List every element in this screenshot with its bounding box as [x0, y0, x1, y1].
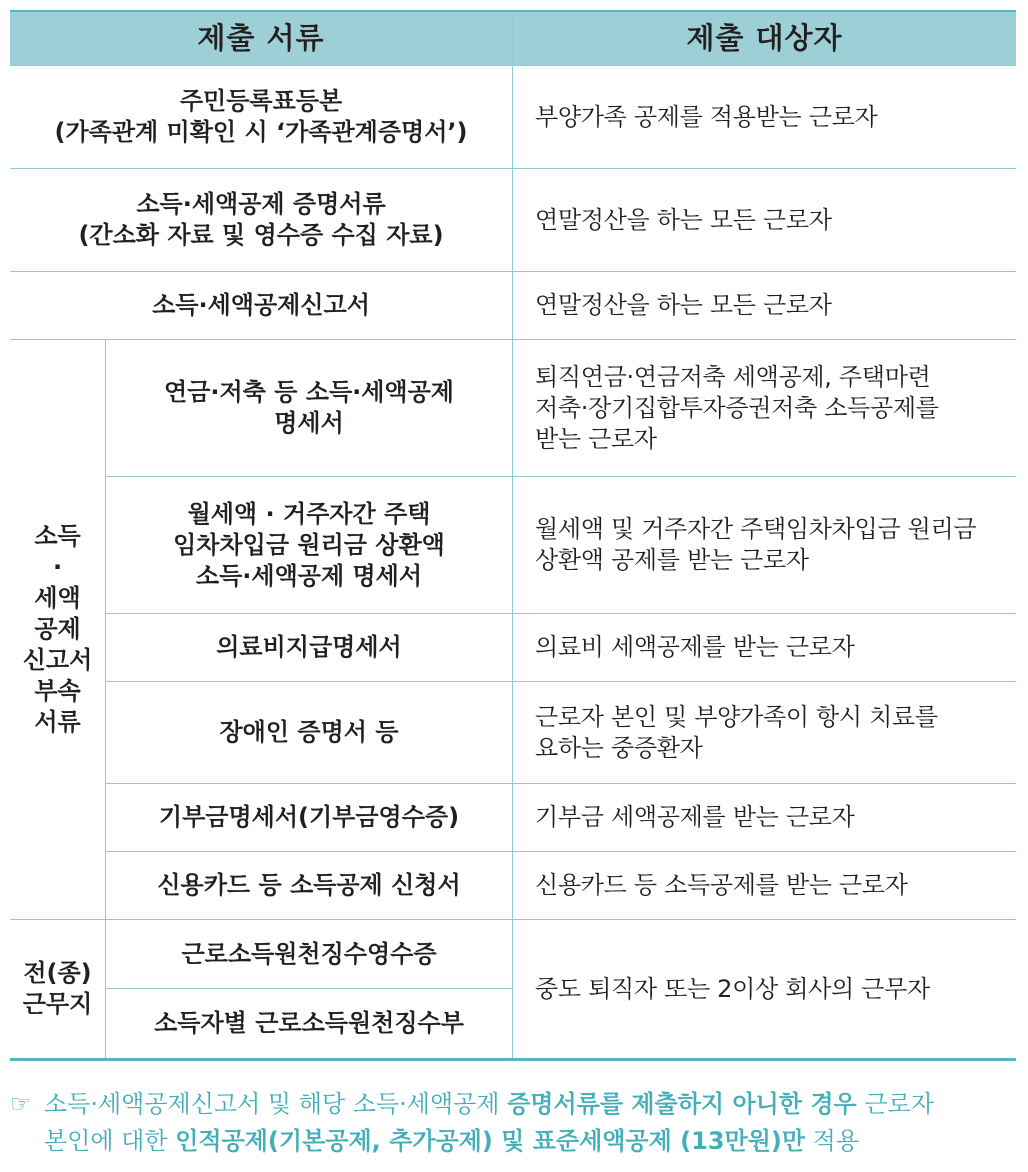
- doc-deduction-report: 소득·세액공제신고서: [10, 272, 513, 340]
- footnote-emphasis-1: 증명서류를 제출하지 아니한 경우: [507, 1090, 857, 1118]
- footnote-emphasis-2: 인적공제(기본공제, 추가공제) 및 표준세액공제 (13만원)만: [175, 1127, 806, 1155]
- doc-disability-certificate: 장애인 증명서 등: [106, 682, 513, 784]
- footnote-text-1: 소득·세액공제신고서 및 해당 소득·세액공제: [44, 1090, 508, 1118]
- target-all-workers-2: 연말정산을 하는 모든 근로자: [513, 272, 1016, 340]
- group-label-previous-workplace: 전(종) 근무지: [10, 920, 106, 1058]
- doc-resident-registration: 주민등록표등본 (가족관계 미확인 시 ‘가족관계증명서’): [10, 66, 513, 169]
- target-pension-savings: 퇴직연금·연금저축 세액공제, 주택마련 저축·장기집합투자증권저축 소득공제를 받는 근로자: [513, 340, 1016, 477]
- doc-pension-savings: 연금·저축 등 소득·세액공제 명세서: [106, 340, 513, 477]
- target-credit-card: 신용카드 등 소득공제를 받는 근로자: [513, 852, 1016, 920]
- doc-donations: 기부금명세서(기부금영수증): [106, 784, 513, 852]
- target-disability: 근로자 본인 및 부양가족이 항시 치료를 요하는 중증환자: [513, 682, 1016, 784]
- doc-deduction-proofs: 소득·세액공제 증명서류 (간소화 자료 및 영수증 수집 자료): [10, 169, 513, 272]
- footnote-line-2: [10, 1123, 1020, 1160]
- target-dependents: 부양가족 공제를 적용받는 근로자: [513, 66, 1016, 169]
- doc-medical-expenses: 의료비지급명세서: [106, 614, 513, 682]
- doc-credit-card: 신용카드 등 소득공제 신청서: [106, 852, 513, 920]
- header-documents: 제출 서류: [10, 12, 513, 66]
- doc-withholding-receipt: 근로소득원천징수영수증: [106, 920, 513, 989]
- footnote-text-3: 본인에 대한: [44, 1127, 176, 1155]
- target-donations: 기부금 세액공제를 받는 근로자: [513, 784, 1016, 852]
- target-all-workers-1: 연말정산을 하는 모든 근로자: [513, 169, 1016, 272]
- target-previous-workplace: 중도 퇴직자 또는 2이상 회사의 근무자: [535, 974, 930, 1003]
- target-monthly-rent: 월세액 및 거주자간 주택임차차입금 원리금 상환액 공제를 받는 근로자: [513, 477, 1016, 614]
- submission-documents-table: [10, 10, 1016, 1061]
- pointing-hand-icon: ☞: [10, 1090, 32, 1118]
- footnote-text-2: 근로자: [856, 1090, 934, 1118]
- doc-monthly-rent: 월세액 · 거주자간 주택 임차차입금 원리금 상환액 소득·세액공제 명세서: [106, 477, 513, 614]
- target-medical-expenses: 의료비 세액공제를 받는 근로자: [513, 614, 1016, 682]
- footnote-text-4: 적용: [805, 1127, 860, 1155]
- header-targets: 제출 대상자: [513, 12, 1016, 66]
- footnote: [10, 1086, 1020, 1160]
- group-label-attachments: 소득 · 세액 공제 신고서 부속 서류: [10, 340, 106, 920]
- doc-withholding-ledger: 소득자별 근로소득원천징수부: [106, 989, 513, 1058]
